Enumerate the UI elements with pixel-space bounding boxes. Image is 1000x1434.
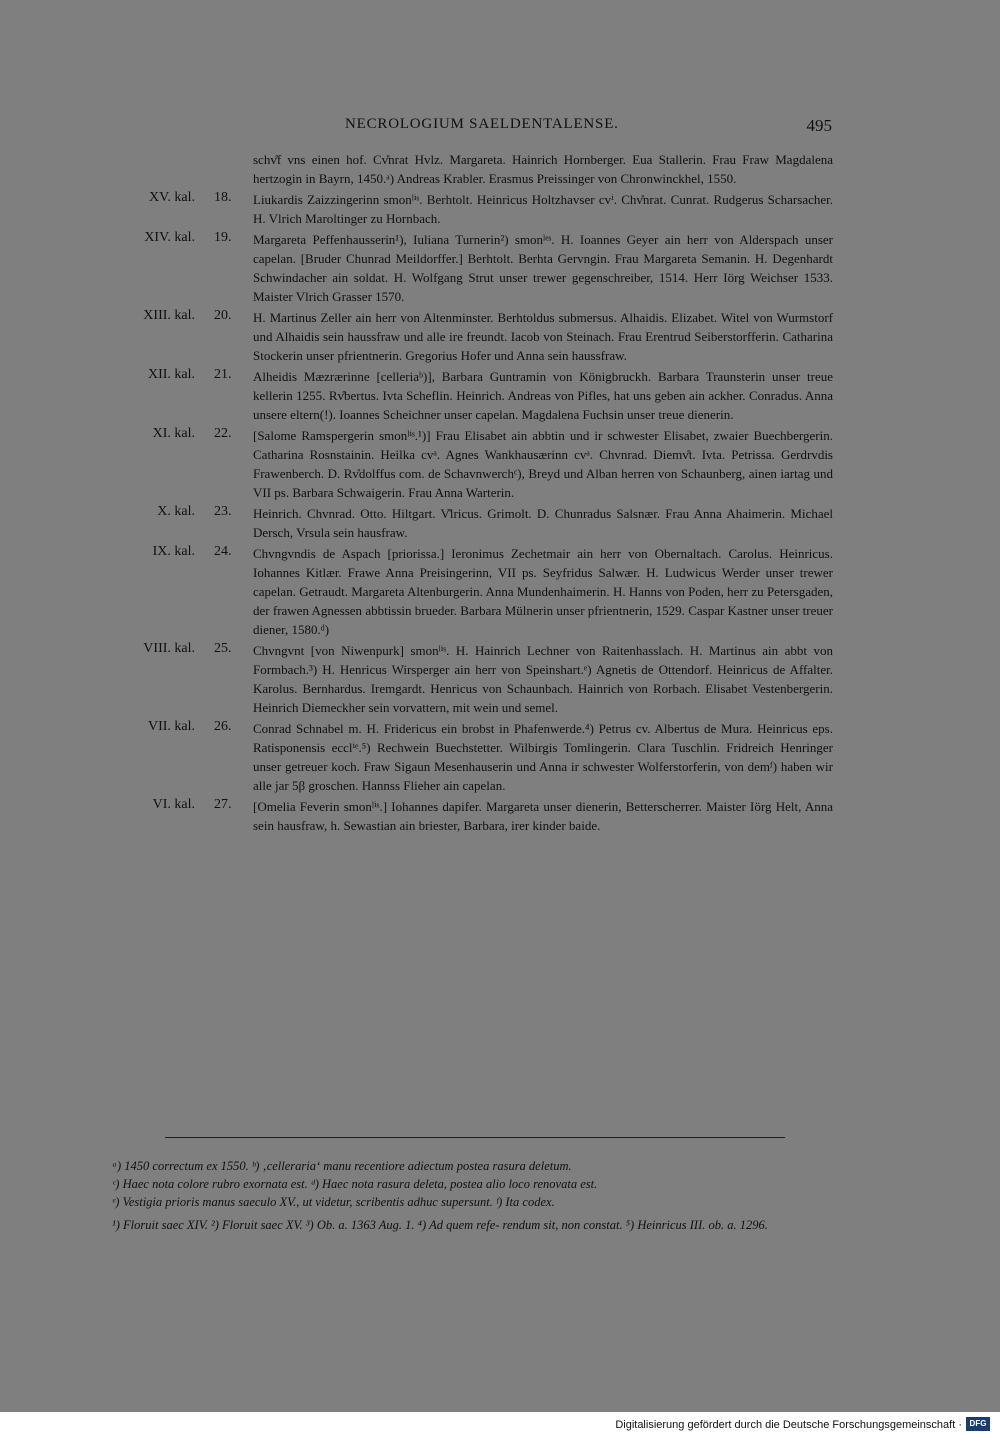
entry-text: Margareta Peffenhausserin¹), Iuliana Turnerin²) smonˡᵉˢ. H. Ioannes Geyer ain herr von Alderspach unser capelan. [Bruder Chunrad Meildorffer.] Berhtolt. Berhta Gervngin. Frau Margareta Semanin. H. Degenhardt Schwindacher ain soldat. H. Wolfgang Strut unser trewer gegenschreiber, 1514. Herr Iörg Weichser 1533. Maister Vlrich Grasser 1570. <box>253 232 833 304</box>
day-number: 27. <box>214 797 232 812</box>
page-header <box>250 116 840 140</box>
day-number: 22. <box>214 426 232 441</box>
necrology-entry <box>0 150 1000 188</box>
necrology-entry <box>0 504 1000 542</box>
necrology-entry <box>0 308 1000 365</box>
footnote-line: ᵉ) Vestigia prioris manus saeculo XV., ut videtur, scribentis adhuc supersunt. ᶠ) Ita codex. <box>112 1195 555 1209</box>
kalend-date: XIV. kal. <box>144 230 195 245</box>
kalend-date: VIII. kal. <box>143 641 195 656</box>
footer-bar <box>0 1412 1000 1434</box>
running-title: NECROLOGIUM SAELDENTALENSE. <box>345 116 619 132</box>
footnote-line: ᵃ) 1450 correctum ex 1550. ᵇ) ‚celleraria‘ manu recentiore adiectum postea rasura deletum. <box>112 1159 572 1173</box>
kalend-date: XV. kal. <box>148 190 195 205</box>
necrology-entry <box>0 426 1000 502</box>
necrology-entry <box>0 230 1000 306</box>
day-number: 26. <box>214 719 232 734</box>
kalend-date: VII. kal. <box>147 719 195 734</box>
entry-text: H. Martinus Zeller ain herr von Altenminster. Berhtoldus submersus. Alhaidis. Elizabet. Witel von Wurmstorf und Alhaidis sein haussfraw und alle ire freundt. Iacob von Steinach. Frau Erentrud Seiberstorfferin. Catharina Stockerin unser pfrientnerin. Gregorius Hofer und Anna sein haussfraw. <box>253 310 833 363</box>
entry-text: [Salome Ramspergerin smonˡⁱˢ.¹)] Frau Elisabet ain abbtin und ir schwester Elisabet, zwaier Buechbergerin. Catharina Rosnstainin. Heilka cvᵃ. Agnes Wankhausærinn cvᵃ. Chvnrad. Diemv̊t. Ivta. Petrissa. Gerdrvdis Frawenberch. D. Rv̊dolffus com. de Schavnwerchᶜ), Breyd und Alban herren von Schaunberg, ainen iartag und VII ps. Barbara Schwaigerin. Frau Anna Warterin. <box>253 428 833 500</box>
day-number: 24. <box>214 544 232 559</box>
day-number: 19. <box>214 230 232 245</box>
necrology-entry <box>0 367 1000 424</box>
day-number: 23. <box>214 504 232 519</box>
necrology-entry <box>0 544 1000 639</box>
entry-text: [Omelia Feverin smonˡⁱˢ.] Iohannes dapifer. Margareta unser dienerin, Betterscherrer. Maister Iörg Helt, Anna sein hausfraw, h. Sewastian ain briester, Barbara, irer kinder baide. <box>253 799 833 833</box>
page-number: 495 <box>806 116 832 135</box>
entry-text: Conrad Schnabel m. H. Fridericus ein brobst in Phafenwerde.⁴) Petrus cv. Albertus de Mura. Heinricus eps. Ratisponensis ecclⁱᵉ.⁵) Rechwein Buechstetter. Wilbirgis Tomlingerin. Clara Tuschlin. Fridreich Henringer unser getreuer koch. Fraw Sigaun Mesenhauserin und Anna ir schwester Wolferstorferin, von demᶠ) haben wir alle jar 5β groschen. Hannss Flieher ain capelan. <box>253 721 833 793</box>
day-number: 20. <box>214 308 232 323</box>
kalend-date: IX. kal. <box>152 544 195 559</box>
entry-text: Liukardis Zaizzingerinn smonˡⁱˢ. Berhtolt. Heinricus Holtzhavser cvⁱ. Chv̊nrat. Cunrat. Rudgerus Scharsacher. H. Vlrich Maroltinger zu Hornbach. <box>253 192 833 226</box>
entry-text: Chvngvnt [von Niwenpurk] smonˡⁱˢ. H. Hainrich Lechner von Raitenhasslach. H. Martinus ain abbt von Formbach.³) H. Henricus Wirsperger ain herr von Speinshart.ᵉ) Agnetis de Ottendorf. Heinricus de Affalter. Karolus. Bernhardus. Iremgardt. Henricus von Schaunbach. Hainrich von Rorbach. Elisabet Vestenbergerin. Heinrich Diemeckher sein vorvattern, mit wein und semel. <box>253 643 833 715</box>
footnote-rule <box>165 1137 785 1138</box>
entry-text: Chvngvndis de Aspach [priorissa.] Ieronimus Zechetmair ain herr von Obernaltach. Carolus. Heinricus. Iohannes Kitlær. Frawe Anna Preisingerinn, VII ps. Seyfridus Salwær. H. Ludwicus Werder unser trewer capelan. Getraudt. Margareta Altenburgerin. Anna Mundenhaimerin. H. Hanns von Poden, herr zu Petersgaden, der frawen Agnessen abbtissin brueder. Barbara Mülnerin unser pfrientnerin, 1529. Caspar Kastner unser treuer diener, 1580.ᵈ) <box>253 546 833 637</box>
kalend-date: XI. kal. <box>152 426 195 441</box>
kalend-date: XII. kal. <box>147 367 195 382</box>
kalend-date: X. kal. <box>157 504 195 519</box>
footnote-line: rendum sit, non constat. ⁵) Heinricus III. ob. a. 1296. <box>502 1218 768 1232</box>
funding-note: Digitalisierung gefördert durch die Deutsche Forschungsgemeinschaft · <box>615 1419 962 1431</box>
day-number: 25. <box>214 641 232 656</box>
dfg-logo: DFG <box>966 1417 990 1431</box>
entry-text: Alheidis Mæzrærinne [celleriaᵇ)], Barbara Guntramin von Königbruckh. Barbara Traunsterin unser treue kellerin 1255. Rv̊bertus. Ivta Scheflin. Heinrich. Andreas von Pifles, hat uns geben ain ackher. Conradus. Anna unsere eltern(!). Ioannes Scheichner unser capelan. Magdalena Fuchsin unser treue dienerin. <box>253 369 833 422</box>
necrology-entry <box>0 641 1000 717</box>
kalend-date: VI. kal. <box>152 797 195 812</box>
entry-text: schv̊f vns einen hof. Cv̊nrat Hvlz. Margareta. Hainrich Hornberger. Eua Stallerin. Frau Fraw Magdalena hertzogin in Bayrn, 1450.ᵃ) Andreas Krabler. Erasmus Preissinger von Chronwinckhel, 1550. <box>253 152 833 186</box>
day-number: 21. <box>214 367 232 382</box>
necrology-entries <box>0 150 1000 837</box>
entry-text: Heinrich. Chvnrad. Otto. Hiltgart. V̊lricus. Grimolt. D. Chunradus Salsnær. Frau Anna Ahaimerin. Michael Dersch, Vrsula sein hausfraw. <box>253 506 833 540</box>
footnotes-number <box>112 1216 832 1234</box>
kalend-date: XIII. kal. <box>143 308 195 323</box>
footnote-line: ¹) Floruit saec XIV. ²) Floruit saec XV. ³) Ob. a. 1363 Aug. 1. ⁴) Ad quem refe- <box>112 1218 500 1232</box>
necrology-entry <box>0 190 1000 228</box>
day-number: 18. <box>214 190 232 205</box>
footnote-line: ᶜ) Haec nota colore rubro exornata est. ᵈ) Haec nota rasura deleta, postea alio loco renovata est. <box>112 1177 598 1191</box>
necrology-entry <box>0 797 1000 835</box>
necrology-entry <box>0 719 1000 795</box>
footnotes-letter <box>112 1157 832 1211</box>
